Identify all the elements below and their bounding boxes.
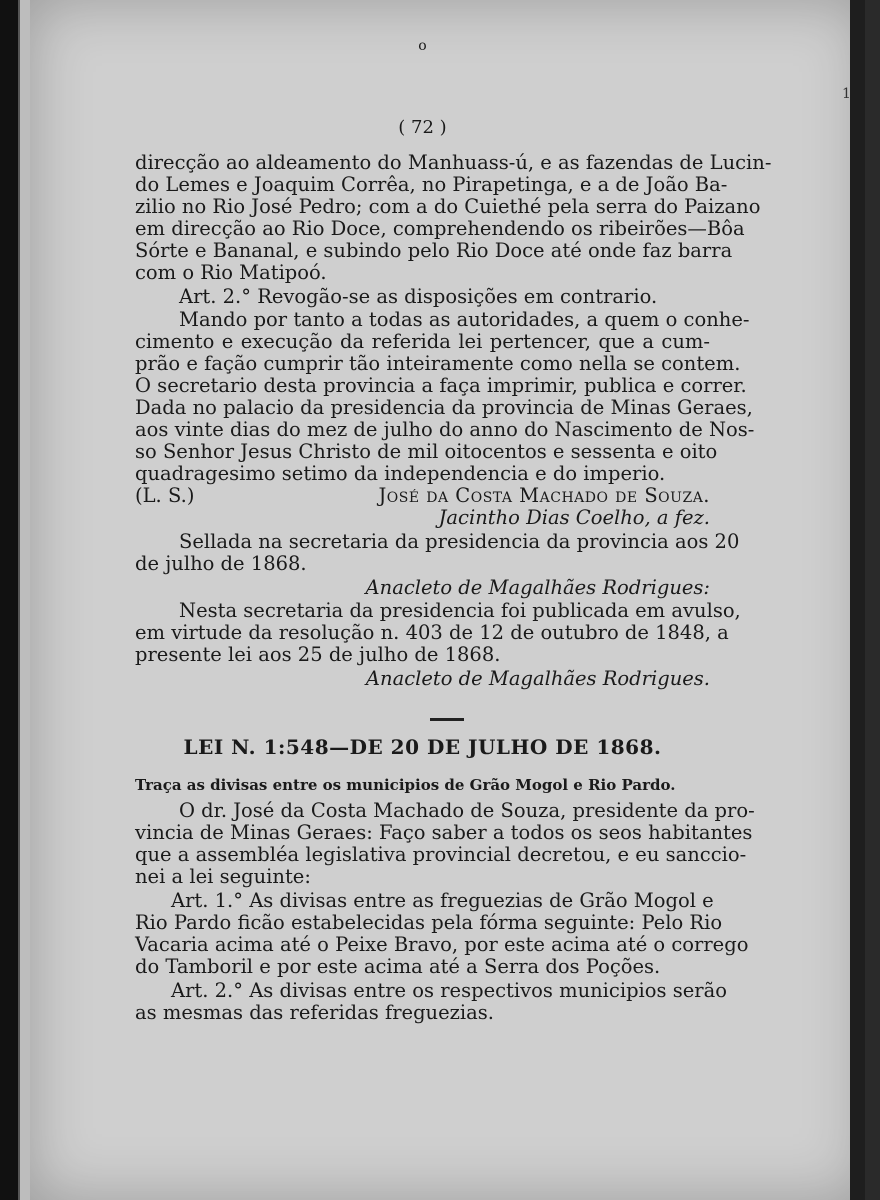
preamble-line: nei a lei seguinte: xyxy=(135,865,311,888)
secretary-signature: Anacleto de Magalhães Rodrigues: xyxy=(365,576,710,599)
publication-line: Nesta secretaria da presidencia foi publicada em avulso, xyxy=(179,599,741,622)
document-page xyxy=(30,0,865,1200)
mando-line: cimento e execução da referida lei pertencer, que a cum- xyxy=(135,330,710,353)
article-2-line: Art. 2.° As divisas entre os respectivos municipios serão xyxy=(171,979,727,1002)
preamble-line: vincia de Minas Geraes: Faço saber a todos os seos habitantes xyxy=(135,821,753,844)
governor-signature: José da Costa Machado de Souza. xyxy=(378,484,710,507)
mando-line: O secretario desta provincia a faça imprimir, publica e correr. xyxy=(135,374,747,397)
sellada-line: de julho de 1868. xyxy=(135,552,307,575)
secretary-signature-final: Anacleto de Magalhães Rodrigues. xyxy=(365,667,710,690)
mando-line: aos vinte dias do mez de julho do anno do Nascimento de Nos- xyxy=(135,418,755,441)
mando-line: so Senhor Jesus Christo de mil oitocentos e sessenta e oito xyxy=(135,440,718,463)
seal-ls: (L. S.) xyxy=(135,484,195,507)
mando-line: Mando por tanto a todas as autoridades, a quem o conhe- xyxy=(179,308,750,331)
mando-line: Dada no palacio da presidencia da provincia de Minas Geraes, xyxy=(135,396,753,419)
publication-line: em virtude da resolução n. 403 de 12 de outubro de 1848, a xyxy=(135,621,729,644)
article-1-line: Vacaria acima até o Peixe Bravo, por este acima até o corrego xyxy=(135,933,749,956)
preamble-line: O dr. José da Costa Machado de Souza, presidente da pro- xyxy=(179,799,755,822)
body-line: com o Rio Matipoó. xyxy=(135,261,327,284)
law-summary: Traça as divisas entre os municipios de Grão Mogol e Rio Pardo. xyxy=(135,776,676,794)
top-mark: o xyxy=(418,38,427,54)
article-2-revocation: Art. 2.° Revogão-se as disposições em contrario. xyxy=(179,285,658,308)
article-1-line: Rio Pardo ficão estabelecidas pela fórma seguinte: Pelo Rio xyxy=(135,911,723,934)
preamble-line: que a assembléa legislativa provincial decretou, e eu sanccio- xyxy=(135,843,747,866)
article-1-line: do Tamboril e por este acima até a Serra dos Poções. xyxy=(135,955,661,978)
mando-line: prão e fação cumprir tão inteiramente como nella se contem. xyxy=(135,352,741,375)
body-line: Sórte e Bananal, e subindo pelo Rio Doce até onde faz barra xyxy=(135,239,733,262)
page-edge-right xyxy=(850,0,865,1200)
clerk-signature: Jacintho Dias Coelho, a fez. xyxy=(438,506,710,529)
body-line: do Lemes e Joaquim Corrêa, no Pirapetinga, e a de João Ba- xyxy=(135,173,728,196)
body-line: direcção ao aldeamento do Manhuass-ú, e as fazendas de Lucin- xyxy=(135,151,772,174)
section-divider xyxy=(430,718,464,721)
body-line: em direcção ao Rio Doce, comprehendendo os ribeirões—Bôa xyxy=(135,217,745,240)
article-2-line: as mesmas das referidas freguezias. xyxy=(135,1001,494,1024)
article-1-line: Art. 1.° As divisas entre as freguezias de Grão Mogol e xyxy=(171,889,714,912)
page-edge-left xyxy=(0,0,30,1200)
page-number: ( 72 ) xyxy=(398,117,447,138)
edge-glyph: 1 xyxy=(842,86,851,102)
sellada-line: Sellada na secretaria da presidencia da provincia aos 20 xyxy=(179,530,740,553)
law-title: LEI N. 1:548—DE 20 DE JULHO DE 1868. xyxy=(183,735,662,759)
mando-line: quadragesimo setimo da independencia e do imperio. xyxy=(135,462,666,485)
publication-line: presente lei aos 25 de julho de 1868. xyxy=(135,643,501,666)
body-line: zilio no Rio José Pedro; com a do Cuiethé pela serra do Paizano xyxy=(135,195,761,218)
